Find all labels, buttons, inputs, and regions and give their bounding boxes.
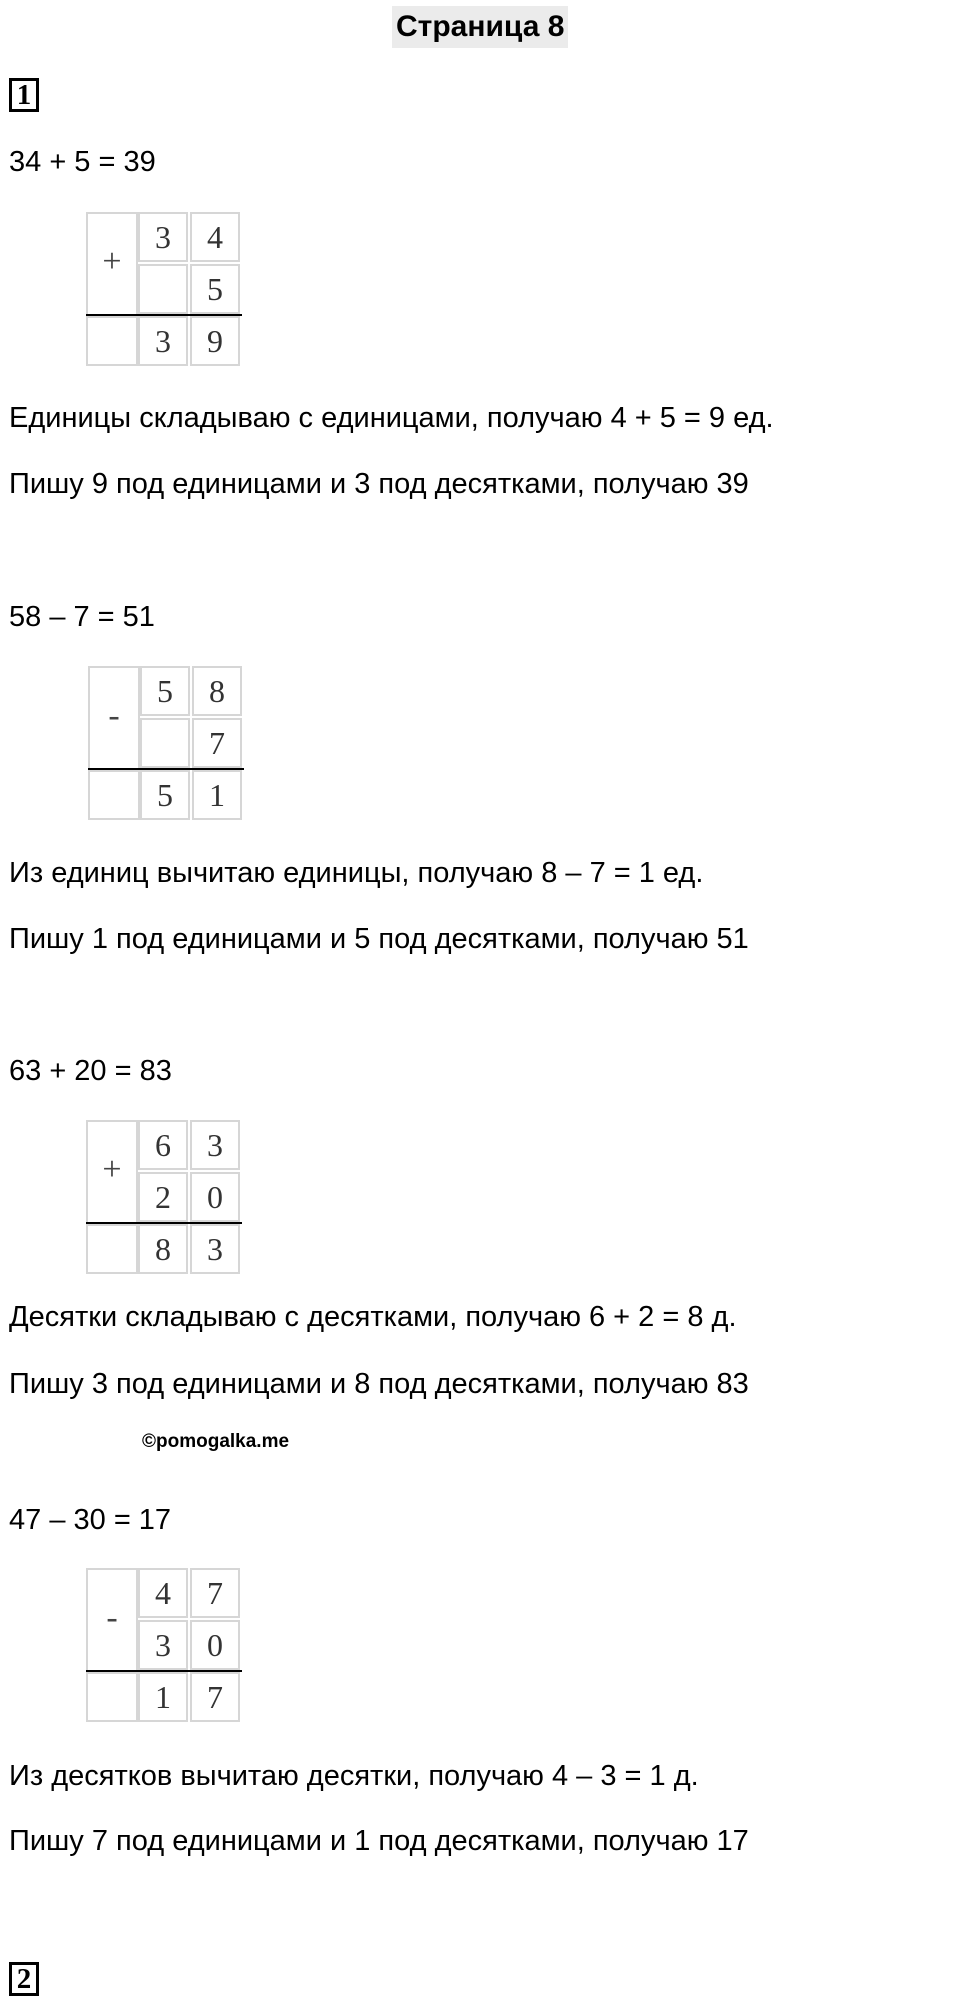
- explanation-3b: Пишу 3 под единицами и 8 под десятками, получаю 83: [9, 1368, 749, 1400]
- explanation-1a: Единицы складываю с единицами, получаю 4 + 5 = 9 ед.: [9, 402, 774, 434]
- result-tens-digit: 8: [138, 1224, 188, 1274]
- bottom-units-digit: 0: [190, 1172, 240, 1222]
- top-units-digit: 8: [192, 666, 242, 716]
- result-tens-digit: 5: [140, 770, 190, 820]
- result-empty-cell: [86, 1672, 138, 1722]
- equation-3: 63 + 20 = 83: [9, 1055, 172, 1087]
- operator-cell: -: [86, 1568, 138, 1672]
- bottom-units-digit: 7: [192, 718, 242, 768]
- top-units-digit: 7: [190, 1568, 240, 1618]
- bottom-units-digit: 0: [190, 1620, 240, 1670]
- operator-cell: -: [88, 666, 140, 770]
- result-tens-digit: 1: [138, 1672, 188, 1722]
- task-number-2: 2: [9, 1962, 39, 1996]
- equation-4: 47 – 30 = 17: [9, 1504, 172, 1536]
- result-units-digit: 3: [190, 1224, 240, 1274]
- explanation-1b: Пишу 9 под единицами и 3 под десятками, получаю 39: [9, 468, 749, 500]
- result-empty-cell: [86, 1224, 138, 1274]
- watermark: ©pomogalka.me: [142, 1431, 290, 1452]
- explanation-4a: Из десятков вычитаю десятки, получаю 4 – 3 = 1 д.: [9, 1760, 699, 1792]
- equation-1: 34 + 5 = 39: [9, 146, 156, 178]
- bottom-units-digit: 5: [190, 264, 240, 314]
- column-calculation-1: [86, 212, 242, 368]
- operator-cell: +: [86, 1120, 138, 1224]
- operator-cell: +: [86, 212, 138, 316]
- result-units-digit: 9: [190, 316, 240, 366]
- top-tens-digit: 5: [140, 666, 190, 716]
- bottom-tens-digit: 2: [138, 1172, 188, 1222]
- top-tens-digit: 3: [138, 212, 188, 262]
- top-tens-digit: 4: [138, 1568, 188, 1618]
- column-calculation-2: [88, 666, 244, 822]
- top-tens-digit: 6: [138, 1120, 188, 1170]
- explanation-4b: Пишу 7 под единицами и 1 под десятками, получаю 17: [9, 1825, 749, 1857]
- bottom-tens-digit: [138, 264, 188, 314]
- result-units-digit: 7: [190, 1672, 240, 1722]
- page-title: Страница 8: [392, 6, 568, 48]
- bottom-tens-digit: [140, 718, 190, 768]
- explanation-2b: Пишу 1 под единицами и 5 под десятками, получаю 51: [9, 923, 749, 955]
- result-tens-digit: 3: [138, 316, 188, 366]
- result-empty-cell: [88, 770, 140, 820]
- result-units-digit: 1: [192, 770, 242, 820]
- task-number-1: 1: [9, 78, 39, 112]
- top-units-digit: 3: [190, 1120, 240, 1170]
- column-calculation-4: [86, 1568, 242, 1724]
- bottom-tens-digit: 3: [138, 1620, 188, 1670]
- result-empty-cell: [86, 316, 138, 366]
- explanation-2a: Из единиц вычитаю единицы, получаю 8 – 7 = 1 ед.: [9, 857, 704, 889]
- explanation-3a: Десятки складываю с десятками, получаю 6 + 2 = 8 д.: [9, 1301, 737, 1333]
- column-calculation-3: [86, 1120, 242, 1276]
- equation-2: 58 – 7 = 51: [9, 601, 155, 633]
- top-units-digit: 4: [190, 212, 240, 262]
